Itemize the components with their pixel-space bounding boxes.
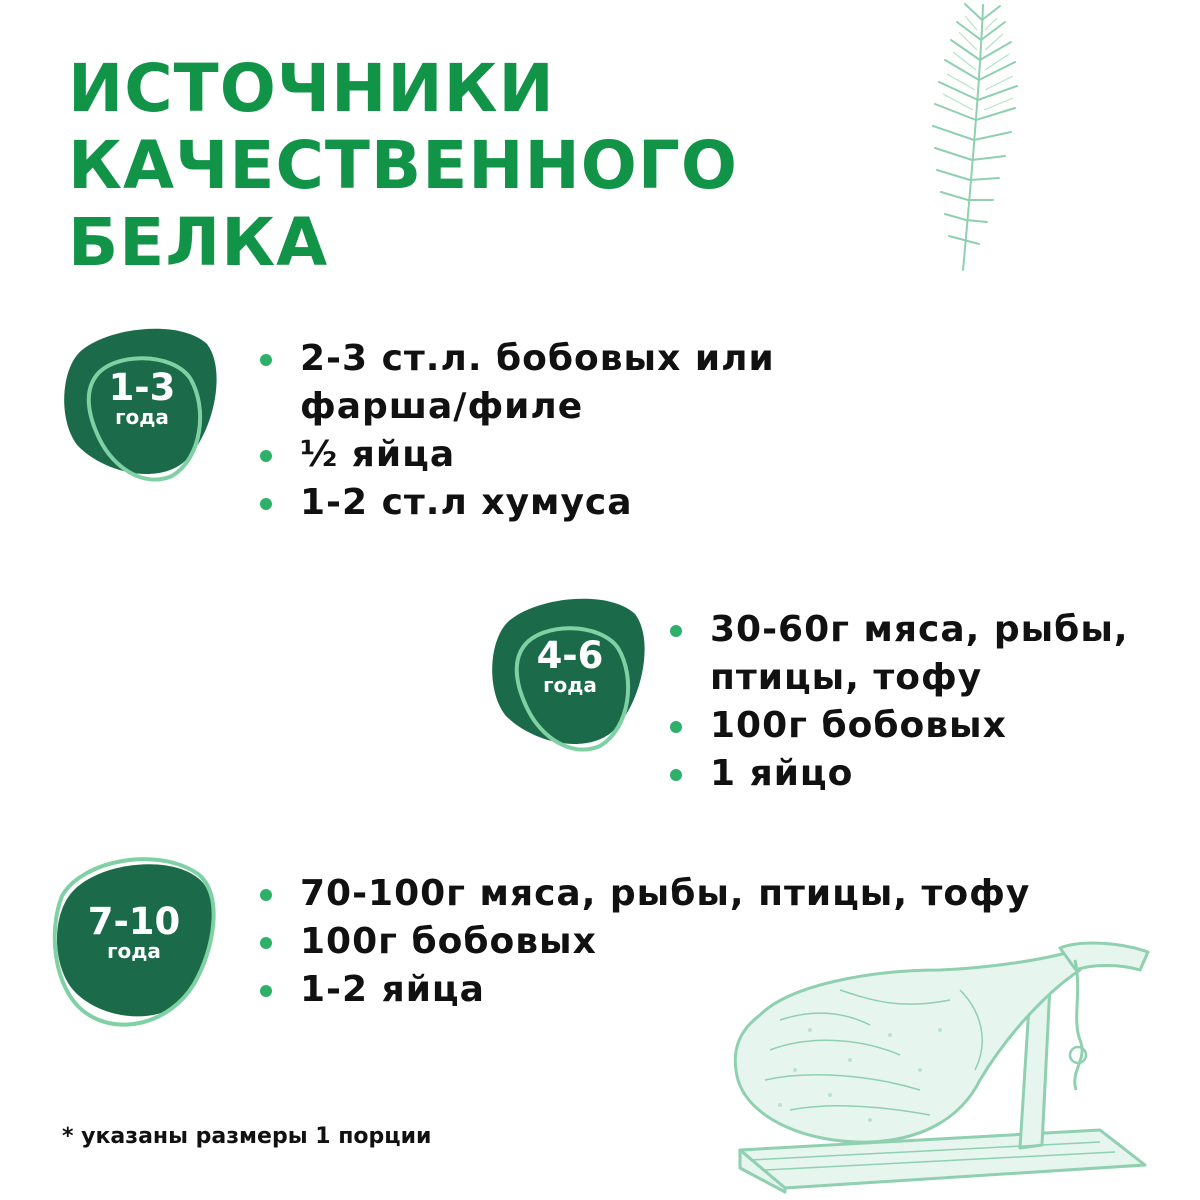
bullet-icon (260, 498, 272, 510)
age-unit: года (115, 405, 169, 429)
list-item: 30-60г мяса, рыбы, (670, 606, 1129, 654)
bullet-icon (670, 625, 682, 637)
herb-branch-icon (905, 0, 1035, 280)
bullet-icon (260, 354, 272, 366)
list-item: 70-100г мяса, рыбы, птицы, тофу (260, 870, 1030, 918)
title-line-1: ИСТОЧНИКИ (68, 50, 555, 127)
jamon-leg-icon (720, 930, 1160, 1195)
age-badge-1-3 (62, 322, 222, 482)
list-item: 1 яйцо (670, 750, 1129, 798)
age-range: 1-3 (108, 366, 176, 409)
list-item: 100г бобовых (260, 918, 1030, 966)
bullet-icon (260, 937, 272, 949)
list-item: ½ яйца (260, 431, 775, 479)
protein-list-4-6 (670, 606, 1129, 798)
bullet-icon (260, 450, 272, 462)
page-title (68, 50, 868, 281)
age-badge-7-10 (48, 850, 220, 1030)
bullet-icon (670, 769, 682, 781)
list-item: птицы, тофу (710, 657, 983, 698)
age-range: 4-6 (536, 634, 604, 677)
age-unit: года (107, 939, 161, 963)
title-line-2: КАЧЕСТВЕННОГО (68, 127, 739, 204)
protein-list-1-3 (260, 335, 775, 527)
bullet-icon (670, 721, 682, 733)
list-item: 1-2 яйца (260, 966, 1030, 1014)
bullet-icon (260, 985, 272, 997)
bullet-icon (260, 889, 272, 901)
list-item: 100г бобовых (670, 702, 1129, 750)
list-item: 1-2 ст.л хумуса (260, 479, 775, 527)
age-range: 7-10 (87, 900, 181, 943)
title-line-3: БЕЛКА (68, 204, 329, 281)
list-item: 2-3 ст.л. бобовых или (260, 335, 775, 383)
age-unit: года (543, 673, 597, 697)
list-item: фарша/филе (300, 386, 584, 427)
age-badge-4-6 (490, 592, 650, 752)
footnote: * указаны размеры 1 порции (62, 1124, 432, 1149)
